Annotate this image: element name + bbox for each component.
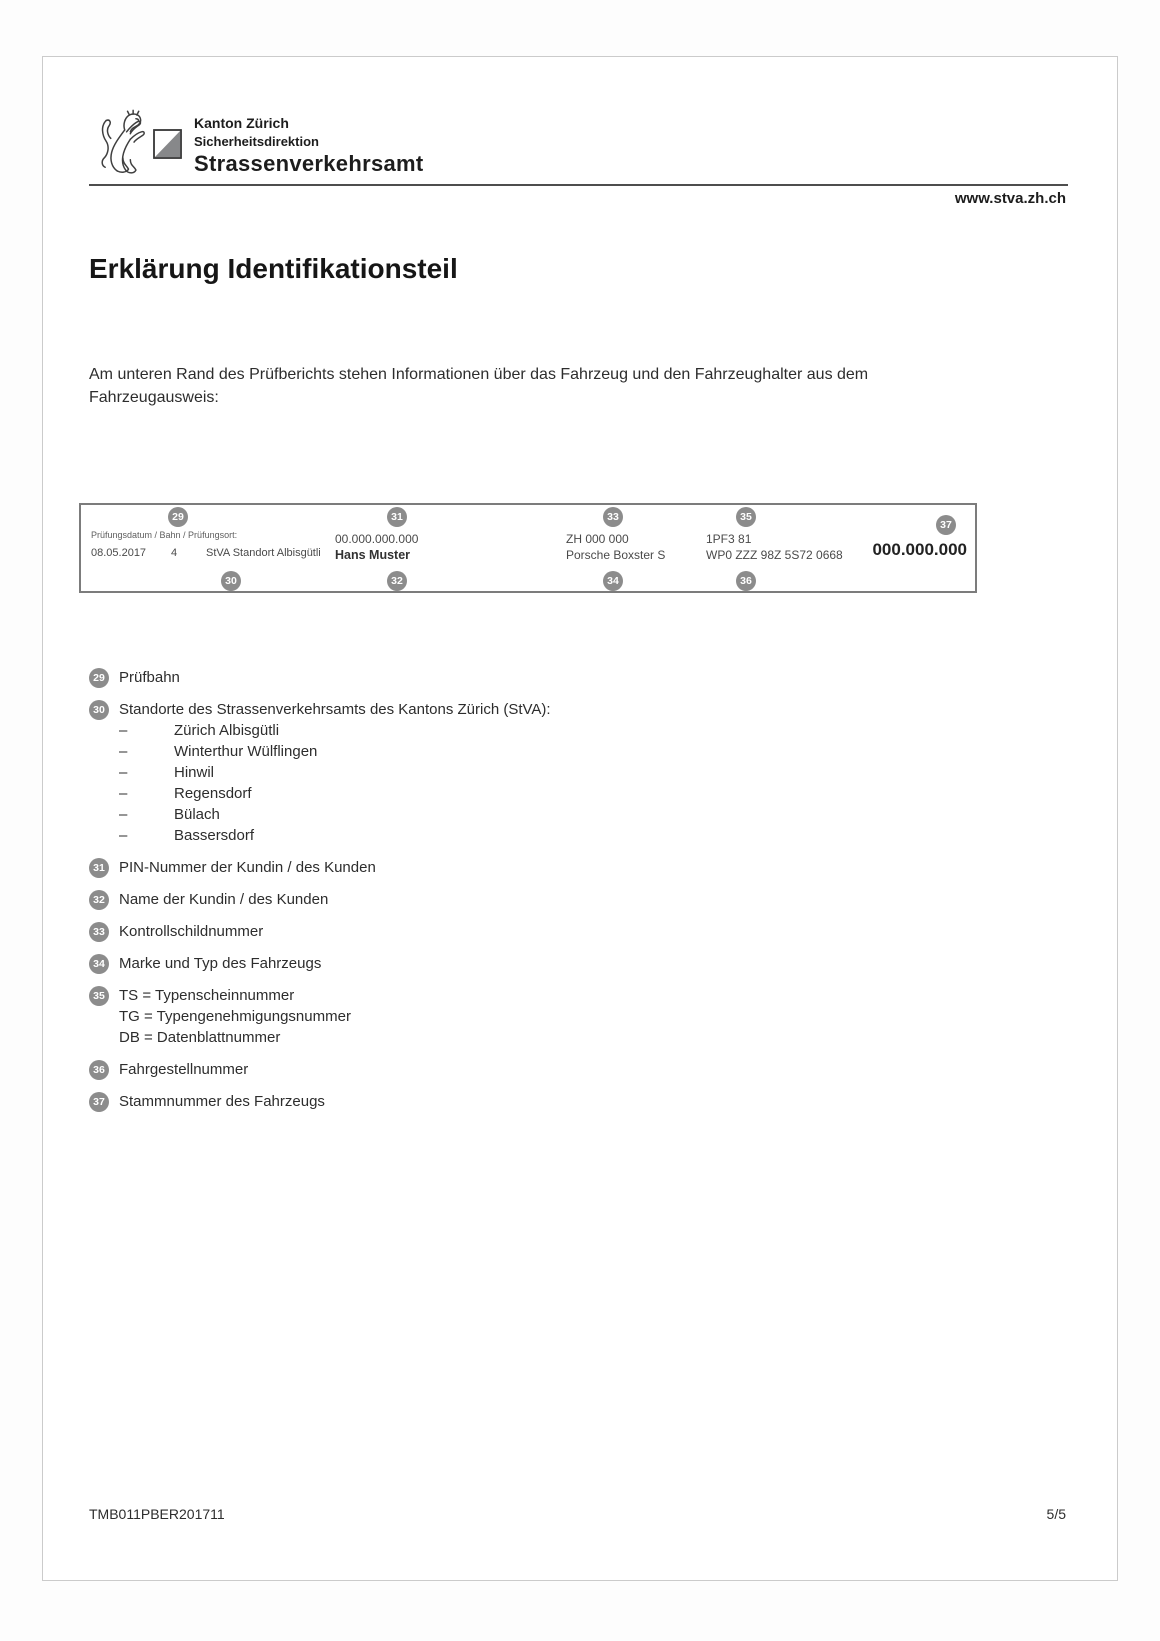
legend-text-36: Fahrgestellnummer (119, 1061, 249, 1078)
legend-badge-31: 31 (89, 858, 109, 878)
legend-badge-36: 36 (89, 1060, 109, 1080)
location-item (119, 825, 551, 846)
location-item (119, 741, 551, 762)
brand-text-block (194, 114, 424, 177)
customer-pin: 00.000.000.000 (335, 532, 419, 546)
legend-text-33: Kontrollschildnummer (119, 923, 264, 940)
chassis-number: WP0 ZZZ 98Z 5S72 0668 (706, 548, 843, 562)
exam-header-label: Prüfungsdatum / Bahn / Prüfungsort: (91, 530, 238, 540)
legend-badge-32: 32 (89, 890, 109, 910)
brand-direction: Sicherheitsdirektion (194, 134, 319, 149)
legend-badge-29: 29 (89, 668, 109, 688)
legend-item-36 (89, 1059, 1039, 1080)
ref-badge-32: 32 (387, 571, 407, 591)
legend-badge-33: 33 (89, 922, 109, 942)
legend-item-29 (89, 667, 1039, 688)
legend-text-37: Stammnummer des Fahrzeugs (119, 1093, 325, 1110)
dash-bullet: – (119, 764, 128, 781)
zurich-shield-icon (153, 129, 182, 159)
legend-badge-37: 37 (89, 1092, 109, 1112)
exam-location: StVA Standort Albisgütli (206, 547, 321, 559)
location-item (119, 762, 551, 783)
dash-bullet: – (119, 722, 128, 739)
header-rule (89, 184, 1068, 186)
location-name: Winterthur Wülflingen (174, 743, 318, 760)
ref-badge-34: 34 (603, 571, 623, 591)
ref-badge-29: 29 (168, 507, 188, 527)
footer-page-number: 5/5 (1046, 1506, 1066, 1522)
legend-item-35 (89, 985, 1039, 1048)
legend-item-37 (89, 1091, 1039, 1112)
vehicle-make-type: Porsche Boxster S (566, 548, 666, 562)
legend-item-30 (89, 699, 1039, 846)
page-title: Erklärung Identifikationsteil (89, 253, 458, 284)
customer-name: Hans Muster (335, 548, 411, 562)
location-item (119, 720, 551, 741)
ref-badge-33: 33 (603, 507, 623, 527)
stamm-number: 000.000.000 (872, 540, 967, 559)
intro-line-1: Am unteren Rand des Prüfberichts stehen Informationen über das Fahrzeug und den Fahrzeughalter aus dem (89, 366, 869, 383)
location-name: Bassersdorf (174, 827, 255, 844)
ref-badge-35: 35 (736, 507, 756, 527)
legend-text-35-line2: TG = Typengenehmigungsnummer (119, 1008, 351, 1025)
ref-badge-36: 36 (736, 571, 756, 591)
footer-document-code: TMB011PBER201711 (89, 1506, 225, 1522)
exam-lane: 4 (171, 547, 178, 559)
location-name: Hinwil (174, 764, 215, 781)
dash-bullet: – (119, 827, 128, 844)
legend-text-35-line3: DB = Datenblattnummer (119, 1029, 281, 1046)
legend-text-30: Standorte des Strassenverkehrsamts des Kantons Zürich (StVA): (119, 701, 551, 718)
legend-list (89, 667, 1039, 1123)
legend-text-29: Prüfbahn (119, 669, 180, 686)
ref-badge-31: 31 (387, 507, 407, 527)
ref-badge-37: 37 (936, 515, 956, 535)
legend-item-32 (89, 889, 1039, 910)
brand-office: Strassenverkehrsamt (194, 151, 424, 176)
exam-date: 08.05.2017 (91, 547, 147, 559)
legend-text-35-line1: TS = Typenscheinnummer (119, 987, 295, 1004)
website-url: www.stva.zh.ch (954, 190, 1066, 207)
ref-badge-30: 30 (221, 571, 241, 591)
sample-report-strip (79, 503, 977, 593)
legend-item-33 (89, 921, 1039, 942)
dash-bullet: – (119, 743, 128, 760)
intro-paragraph (89, 363, 1039, 409)
location-item (119, 783, 551, 804)
dash-bullet: – (119, 785, 128, 802)
location-name: Zürich Albisgütli (174, 722, 280, 739)
type-approval-number: 1PF3 81 (706, 532, 752, 546)
zurich-lion-icon (93, 107, 149, 179)
legend-badge-30: 30 (89, 700, 109, 720)
legend-badge-35: 35 (89, 986, 109, 1006)
dash-bullet: – (119, 806, 128, 823)
location-item (119, 804, 551, 825)
legend-text-32: Name der Kundin / des Kunden (119, 891, 329, 908)
brand-canton: Kanton Zürich (194, 115, 289, 131)
legend-text-34: Marke und Typ des Fahrzeugs (119, 955, 322, 972)
legend-text-31: PIN-Nummer der Kundin / des Kunden (119, 859, 376, 876)
legend-badge-34: 34 (89, 954, 109, 974)
location-name: Regensdorf (174, 785, 252, 802)
plate-number: ZH 000 000 (566, 532, 629, 546)
intro-line-2: Fahrzeugausweis: (89, 389, 219, 406)
document-page (42, 56, 1118, 1581)
legend-item-34 (89, 953, 1039, 974)
legend-item-31 (89, 857, 1039, 878)
location-name: Bülach (174, 806, 220, 823)
